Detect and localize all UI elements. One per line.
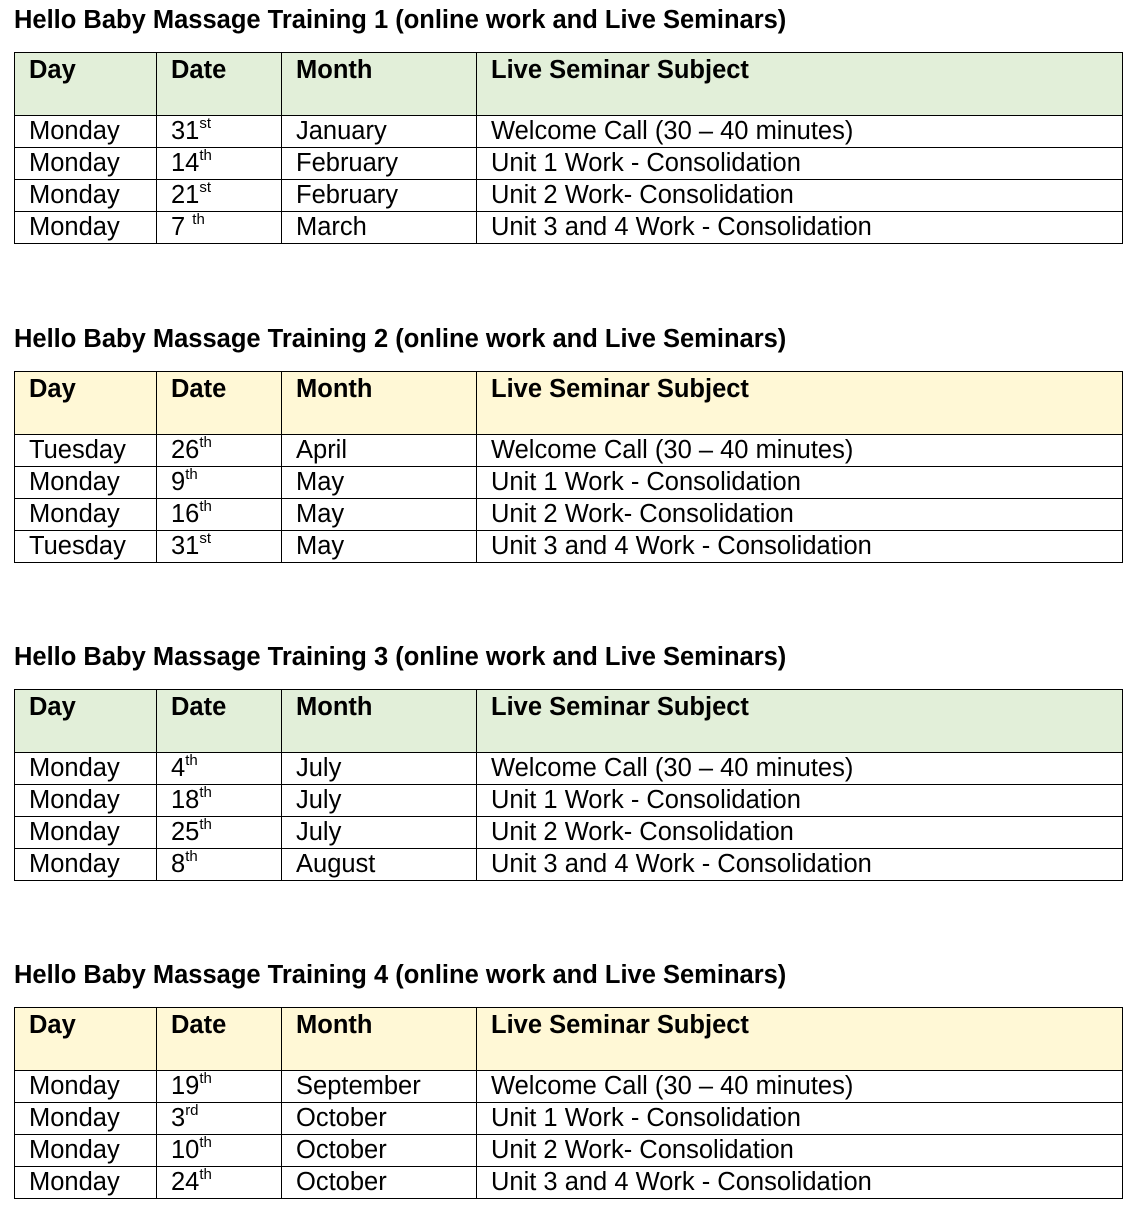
table-row [15, 180, 1123, 212]
day-cell: Monday [15, 817, 157, 849]
table-row [15, 849, 1123, 881]
day-cell: Monday [15, 753, 157, 785]
date-cell [157, 180, 282, 212]
table-row [15, 1135, 1123, 1167]
date-cell [157, 753, 282, 785]
table-header-row [15, 690, 1123, 753]
schedule-table [14, 689, 1123, 881]
day-cell: Monday [15, 1103, 157, 1135]
header-subject: Live Seminar Subject [477, 53, 1123, 116]
date-cell [157, 148, 282, 180]
day-cell: Monday [15, 1167, 157, 1199]
month-cell: April [282, 435, 477, 467]
table-header-row [15, 372, 1123, 435]
day-cell: Monday [15, 148, 157, 180]
day-cell: Monday [15, 116, 157, 148]
header-day: Day [15, 690, 157, 753]
table-row [15, 1103, 1123, 1135]
day-cell: Tuesday [15, 435, 157, 467]
date-suffix: th [192, 211, 205, 228]
date-number: 31 [171, 117, 200, 145]
day-cell: Monday [15, 467, 157, 499]
date-cell [157, 1135, 282, 1167]
schedule-table [14, 371, 1123, 563]
table-row [15, 531, 1123, 563]
subject-cell: Unit 2 Work- Consolidation [477, 1135, 1123, 1167]
date-suffix: th [199, 1166, 212, 1183]
month-cell: May [282, 531, 477, 563]
date-number: 21 [171, 181, 200, 209]
table-header-row [15, 53, 1123, 116]
table-row [15, 467, 1123, 499]
subject-cell: Unit 1 Work - Consolidation [477, 467, 1123, 499]
date-cell [157, 1071, 282, 1103]
subject-cell: Welcome Call (30 – 40 minutes) [477, 1071, 1123, 1103]
date-suffix: th [185, 752, 198, 769]
month-cell: May [282, 499, 477, 531]
header-month: Month [282, 690, 477, 753]
date-suffix: th [199, 147, 212, 164]
date-cell [157, 435, 282, 467]
date-suffix: th [185, 466, 198, 483]
date-cell [157, 1103, 282, 1135]
table-row [15, 212, 1123, 244]
date-cell [157, 531, 282, 563]
day-cell: Monday [15, 785, 157, 817]
month-cell: February [282, 148, 477, 180]
subject-cell: Unit 2 Work- Consolidation [477, 817, 1123, 849]
day-cell: Monday [15, 180, 157, 212]
header-date: Date [157, 372, 282, 435]
date-cell [157, 116, 282, 148]
month-cell: February [282, 180, 477, 212]
date-cell [157, 499, 282, 531]
header-subject: Live Seminar Subject [477, 1008, 1123, 1071]
subject-cell: Welcome Call (30 – 40 minutes) [477, 116, 1123, 148]
date-number: 16 [171, 500, 200, 528]
date-number: 24 [171, 1168, 200, 1196]
subject-cell: Unit 1 Work - Consolidation [477, 785, 1123, 817]
header-day: Day [15, 53, 157, 116]
date-suffix: th [199, 434, 212, 451]
date-suffix: th [199, 784, 212, 801]
header-date: Date [157, 1008, 282, 1071]
table-row [15, 1167, 1123, 1199]
date-number: 19 [171, 1072, 200, 1100]
month-cell: October [282, 1167, 477, 1199]
date-number: 26 [171, 436, 200, 464]
date-number: 7 [171, 213, 193, 241]
date-cell [157, 785, 282, 817]
subject-cell: Welcome Call (30 – 40 minutes) [477, 753, 1123, 785]
header-day: Day [15, 1008, 157, 1071]
schedule-table [14, 52, 1123, 244]
subject-cell: Unit 3 and 4 Work - Consolidation [477, 849, 1123, 881]
table-row [15, 753, 1123, 785]
date-number: 25 [171, 818, 200, 846]
day-cell: Monday [15, 499, 157, 531]
day-cell: Monday [15, 849, 157, 881]
header-date: Date [157, 690, 282, 753]
date-cell [157, 467, 282, 499]
table-row [15, 116, 1123, 148]
date-cell [157, 212, 282, 244]
date-cell [157, 1167, 282, 1199]
date-cell [157, 849, 282, 881]
header-month: Month [282, 372, 477, 435]
table-row [15, 785, 1123, 817]
date-suffix: th [199, 498, 212, 515]
subject-cell: Unit 1 Work - Consolidation [477, 1103, 1123, 1135]
subject-cell: Unit 1 Work - Consolidation [477, 148, 1123, 180]
subject-cell: Unit 2 Work- Consolidation [477, 180, 1123, 212]
subject-cell: Welcome Call (30 – 40 minutes) [477, 435, 1123, 467]
month-cell: July [282, 785, 477, 817]
date-suffix: th [199, 1134, 212, 1151]
header-month: Month [282, 53, 477, 116]
section-title: Hello Baby Massage Training 1 (online work and Live Seminars) [14, 6, 787, 34]
date-cell [157, 817, 282, 849]
date-number: 10 [171, 1136, 200, 1164]
header-day: Day [15, 372, 157, 435]
subject-cell: Unit 3 and 4 Work - Consolidation [477, 212, 1123, 244]
header-date: Date [157, 53, 282, 116]
subject-cell: Unit 3 and 4 Work - Consolidation [477, 531, 1123, 563]
day-cell: Monday [15, 1071, 157, 1103]
subject-cell: Unit 2 Work- Consolidation [477, 499, 1123, 531]
table-row [15, 817, 1123, 849]
day-cell: Tuesday [15, 531, 157, 563]
date-suffix: th [185, 848, 198, 865]
table-header-row [15, 1008, 1123, 1071]
date-number: 4 [171, 754, 186, 782]
month-cell: August [282, 849, 477, 881]
date-number: 9 [171, 468, 186, 496]
header-subject: Live Seminar Subject [477, 372, 1123, 435]
date-suffix: th [199, 816, 212, 833]
header-month: Month [282, 1008, 477, 1071]
month-cell: July [282, 817, 477, 849]
subject-cell: Unit 3 and 4 Work - Consolidation [477, 1167, 1123, 1199]
month-cell: September [282, 1071, 477, 1103]
date-suffix: st [199, 530, 212, 547]
section-title: Hello Baby Massage Training 3 (online work and Live Seminars) [14, 643, 787, 671]
date-number: 18 [171, 786, 200, 814]
day-cell: Monday [15, 212, 157, 244]
date-suffix: th [199, 1070, 212, 1087]
schedule-table [14, 1007, 1123, 1199]
day-cell: Monday [15, 1135, 157, 1167]
date-number: 31 [171, 532, 200, 560]
month-cell: October [282, 1103, 477, 1135]
date-suffix: rd [185, 1102, 199, 1119]
month-cell: July [282, 753, 477, 785]
table-row [15, 148, 1123, 180]
section-title: Hello Baby Massage Training 4 (online work and Live Seminars) [14, 961, 787, 989]
date-number: 14 [171, 149, 200, 177]
table-row [15, 1071, 1123, 1103]
section-title: Hello Baby Massage Training 2 (online work and Live Seminars) [14, 325, 787, 353]
table-row [15, 499, 1123, 531]
date-suffix: st [199, 115, 212, 132]
date-suffix: st [199, 179, 212, 196]
header-subject: Live Seminar Subject [477, 690, 1123, 753]
month-cell: March [282, 212, 477, 244]
month-cell: October [282, 1135, 477, 1167]
table-row [15, 435, 1123, 467]
month-cell: January [282, 116, 477, 148]
date-number: 8 [171, 850, 186, 878]
month-cell: May [282, 467, 477, 499]
date-number: 3 [171, 1104, 186, 1132]
